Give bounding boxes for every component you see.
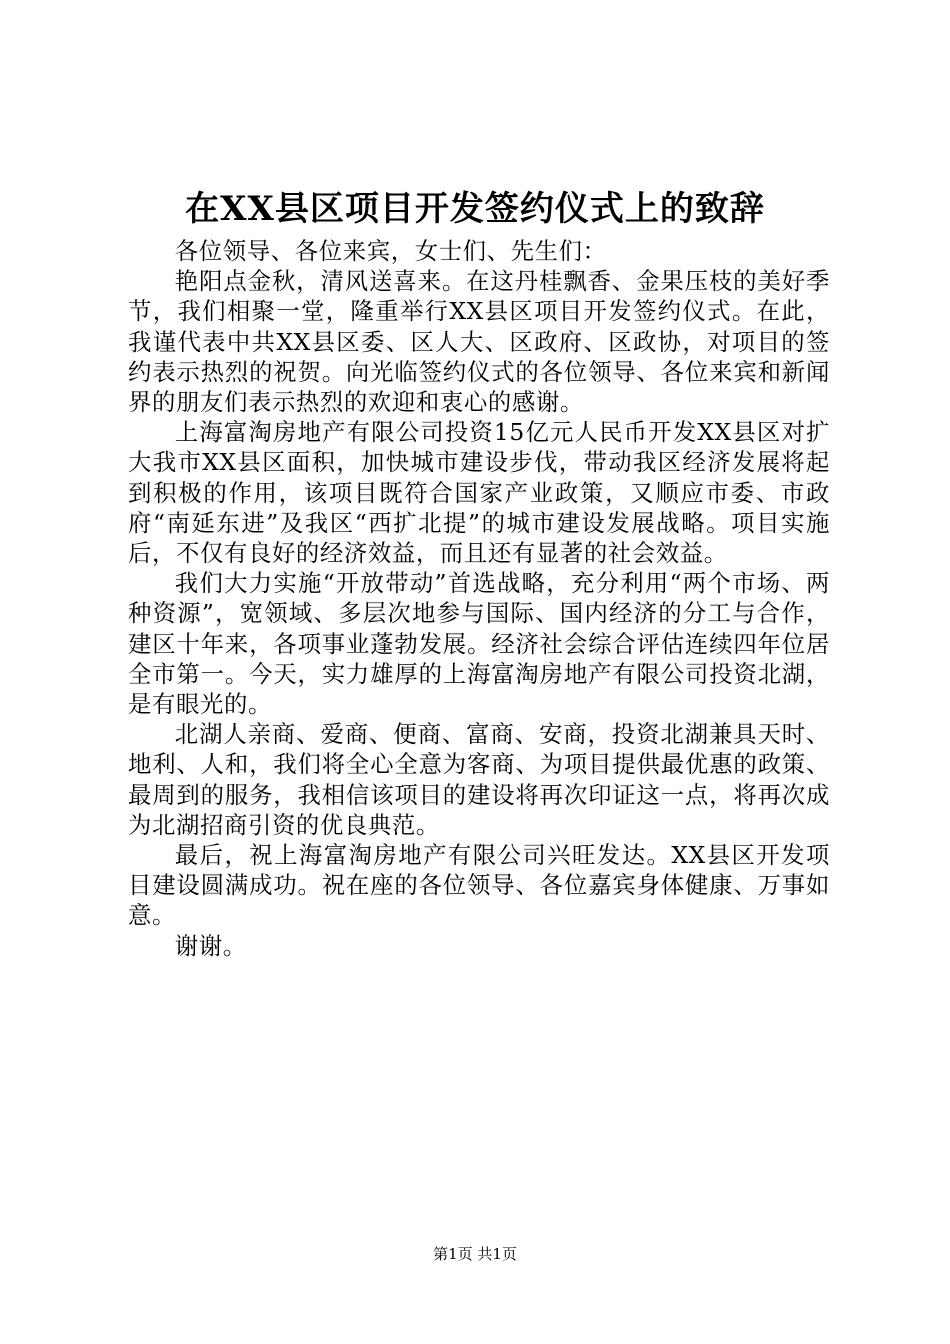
paragraph: 北湖人亲商、爱商、便商、富商、安商，投资北湖兼具天时、地利、人和，我们将全心全意为客商、为项目提供最优惠的政策、最周到的服务，我相信该项目的建设将再次印证这一点，将再次成为北湖招商引资的优良典范。 — [128, 720, 830, 839]
paragraph: 最后，祝上海富淘房地产有限公司兴旺发达。XX县区开发项目建设圆满成功。祝在座的各位领导、各位嘉宾身体健康、万事如意。 — [128, 841, 830, 930]
paragraph-salutation: 各位领导、各位来宾，女士们、先生们： — [174, 237, 607, 265]
paragraph-closing: 谢谢。 — [174, 931, 247, 960]
paragraph: 艳阳点金秋，清风送喜来。在这丹桂飘香、金果压枝的美好季节，我们相聚一堂，隆重举行XX县区项目开发签约仪式。在此，我谨代表中共XX县区委、区人大、区政府、区政协，对项目的签约表示热烈的祝贺。向光临签约仪式的各位领导、各位来宾和新闻界的朋友们表示热烈的欢迎和衷心的感谢。 — [128, 267, 830, 417]
paragraph: 我们大力实施“开放带动”首选战略，充分利用“两个市场、两种资源”，宽领域、多层次地参与国际、国内经济的分工与合作，建区十年来，各项事业蓬勃发展。经济社会综合评估连续四年位居全市第一。今天，实力雄厚的上海富淘房地产有限公司投资北湖，是有眼光的。 — [128, 569, 830, 719]
page-number-footer: 第1页 共1页 — [433, 1245, 517, 1263]
paragraph: 上海富淘房地产有限公司投资15亿元人民币开发XX县区对扩大我市XX县区面积，加快城市建设步伐，带动我区经济发展将起到积极的作用，该项目既符合国家产业政策，又顺应市委、市政府“南延东进”及我区“西扩北提”的城市建设发展战略。项目实施后，不仅有良好的经济效益，而且还有显著的社会效益。 — [128, 418, 830, 568]
document-body — [128, 236, 830, 961]
document-title: 在XX县区项目开发签约仪式上的致辞 — [185, 189, 765, 229]
